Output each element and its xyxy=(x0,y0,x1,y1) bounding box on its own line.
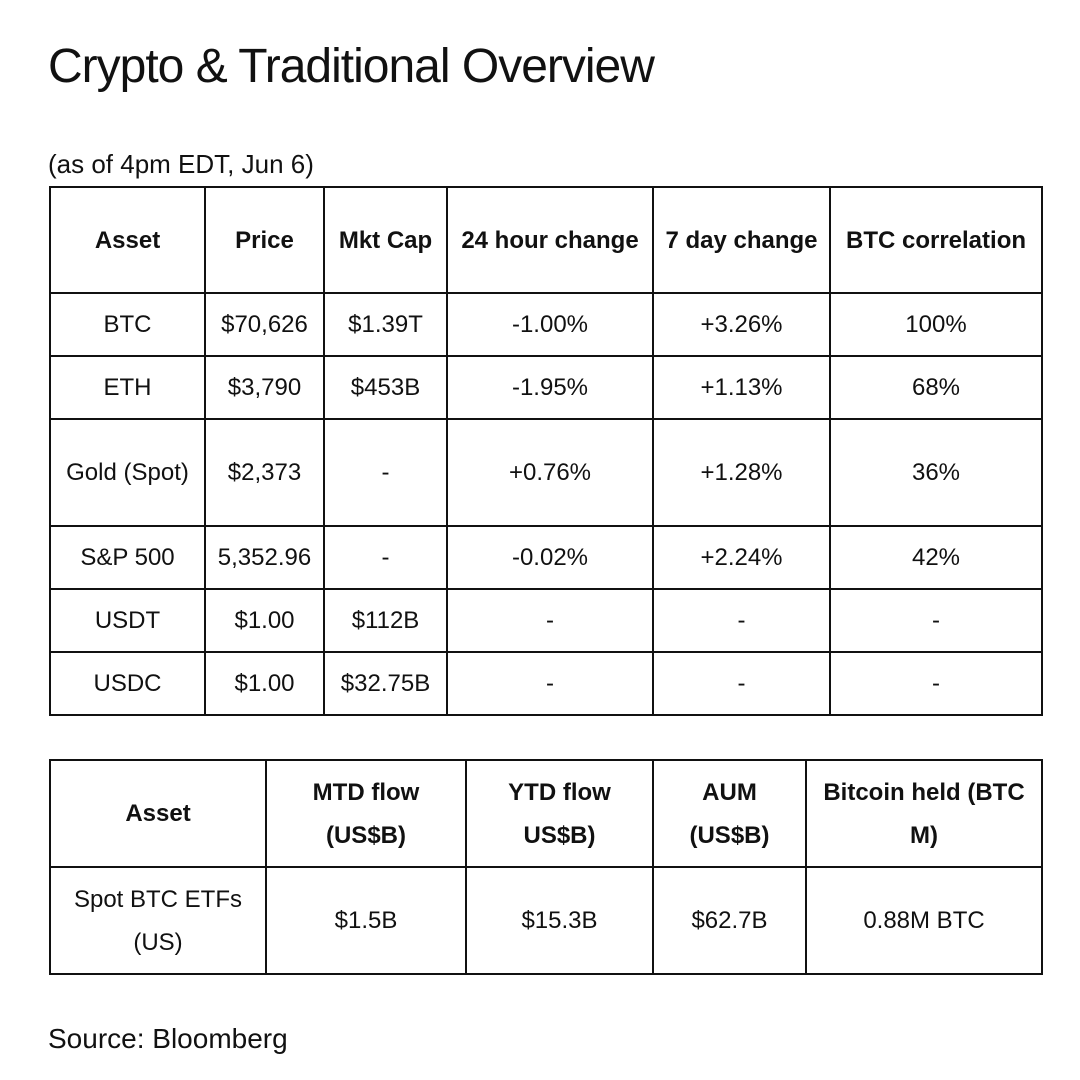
change-7d-cell: +1.28% xyxy=(653,419,830,526)
price-cell: $3,790 xyxy=(205,356,324,419)
change-24h-cell: +0.76% xyxy=(447,419,653,526)
correlation-cell: 100% xyxy=(830,293,1042,356)
asset-cell: USDC xyxy=(50,652,205,715)
source-note: Source: Bloomberg xyxy=(48,1023,288,1054)
asset-cell: Gold (Spot) xyxy=(50,419,205,526)
change-24h-cell: - xyxy=(447,652,653,715)
mkt-cap-cell: $453B xyxy=(324,356,447,419)
mkt-cap-cell: $32.75B xyxy=(324,652,447,715)
asset-cell: BTC xyxy=(50,293,205,356)
price-cell: 5,352.96 xyxy=(205,526,324,589)
header-asset: Asset xyxy=(50,760,266,867)
table-row xyxy=(50,293,1042,356)
table-row xyxy=(50,419,1042,526)
aum-cell: $62.7B xyxy=(653,867,806,974)
price-cell: $1.00 xyxy=(205,589,324,652)
header-price: Price xyxy=(205,187,324,293)
table-header-row xyxy=(50,760,1042,867)
etf-table xyxy=(49,759,1043,975)
correlation-cell: 68% xyxy=(830,356,1042,419)
asset-cell: USDT xyxy=(50,589,205,652)
asset-cell: Spot BTC ETFs (US) xyxy=(50,867,266,974)
mkt-cap-cell: - xyxy=(324,419,447,526)
change-7d-cell: - xyxy=(653,589,830,652)
change-7d-cell: +3.26% xyxy=(653,293,830,356)
change-7d-cell: +1.13% xyxy=(653,356,830,419)
header-btc-correlation: BTC correlation xyxy=(830,187,1042,293)
header-7d-change: 7 day change xyxy=(653,187,830,293)
table-row xyxy=(50,356,1042,419)
price-cell: $2,373 xyxy=(205,419,324,526)
table-row xyxy=(50,867,1042,974)
header-asset: Asset xyxy=(50,187,205,293)
header-mkt-cap: Mkt Cap xyxy=(324,187,447,293)
ytd-flow-cell: $15.3B xyxy=(466,867,653,974)
price-cell: $70,626 xyxy=(205,293,324,356)
timestamp-note: (as of 4pm EDT, Jun 6) xyxy=(48,149,314,179)
table-row xyxy=(50,652,1042,715)
mkt-cap-cell: - xyxy=(324,526,447,589)
page-title: Crypto & Traditional Overview xyxy=(48,40,654,93)
change-7d-cell: +2.24% xyxy=(653,526,830,589)
mkt-cap-cell: $1.39T xyxy=(324,293,447,356)
change-24h-cell: -1.95% xyxy=(447,356,653,419)
table-header-row xyxy=(50,187,1042,293)
header-bitcoin-held: Bitcoin held (BTC M) xyxy=(806,760,1042,867)
asset-cell: S&P 500 xyxy=(50,526,205,589)
bitcoin-held-cell: 0.88M BTC xyxy=(806,867,1042,974)
header-24h-change: 24 hour change xyxy=(447,187,653,293)
price-cell: $1.00 xyxy=(205,652,324,715)
asset-cell: ETH xyxy=(50,356,205,419)
correlation-cell: - xyxy=(830,652,1042,715)
mtd-flow-cell: $1.5B xyxy=(266,867,466,974)
mkt-cap-cell: $112B xyxy=(324,589,447,652)
header-ytd-flow: YTD flow US$B) xyxy=(466,760,653,867)
table-row xyxy=(50,589,1042,652)
overview-table xyxy=(49,186,1043,716)
correlation-cell: - xyxy=(830,589,1042,652)
correlation-cell: 36% xyxy=(830,419,1042,526)
header-aum: AUM (US$B) xyxy=(653,760,806,867)
table-row xyxy=(50,526,1042,589)
change-24h-cell: - xyxy=(447,589,653,652)
correlation-cell: 42% xyxy=(830,526,1042,589)
change-7d-cell: - xyxy=(653,652,830,715)
change-24h-cell: -1.00% xyxy=(447,293,653,356)
header-mtd-flow: MTD flow (US$B) xyxy=(266,760,466,867)
change-24h-cell: -0.02% xyxy=(447,526,653,589)
